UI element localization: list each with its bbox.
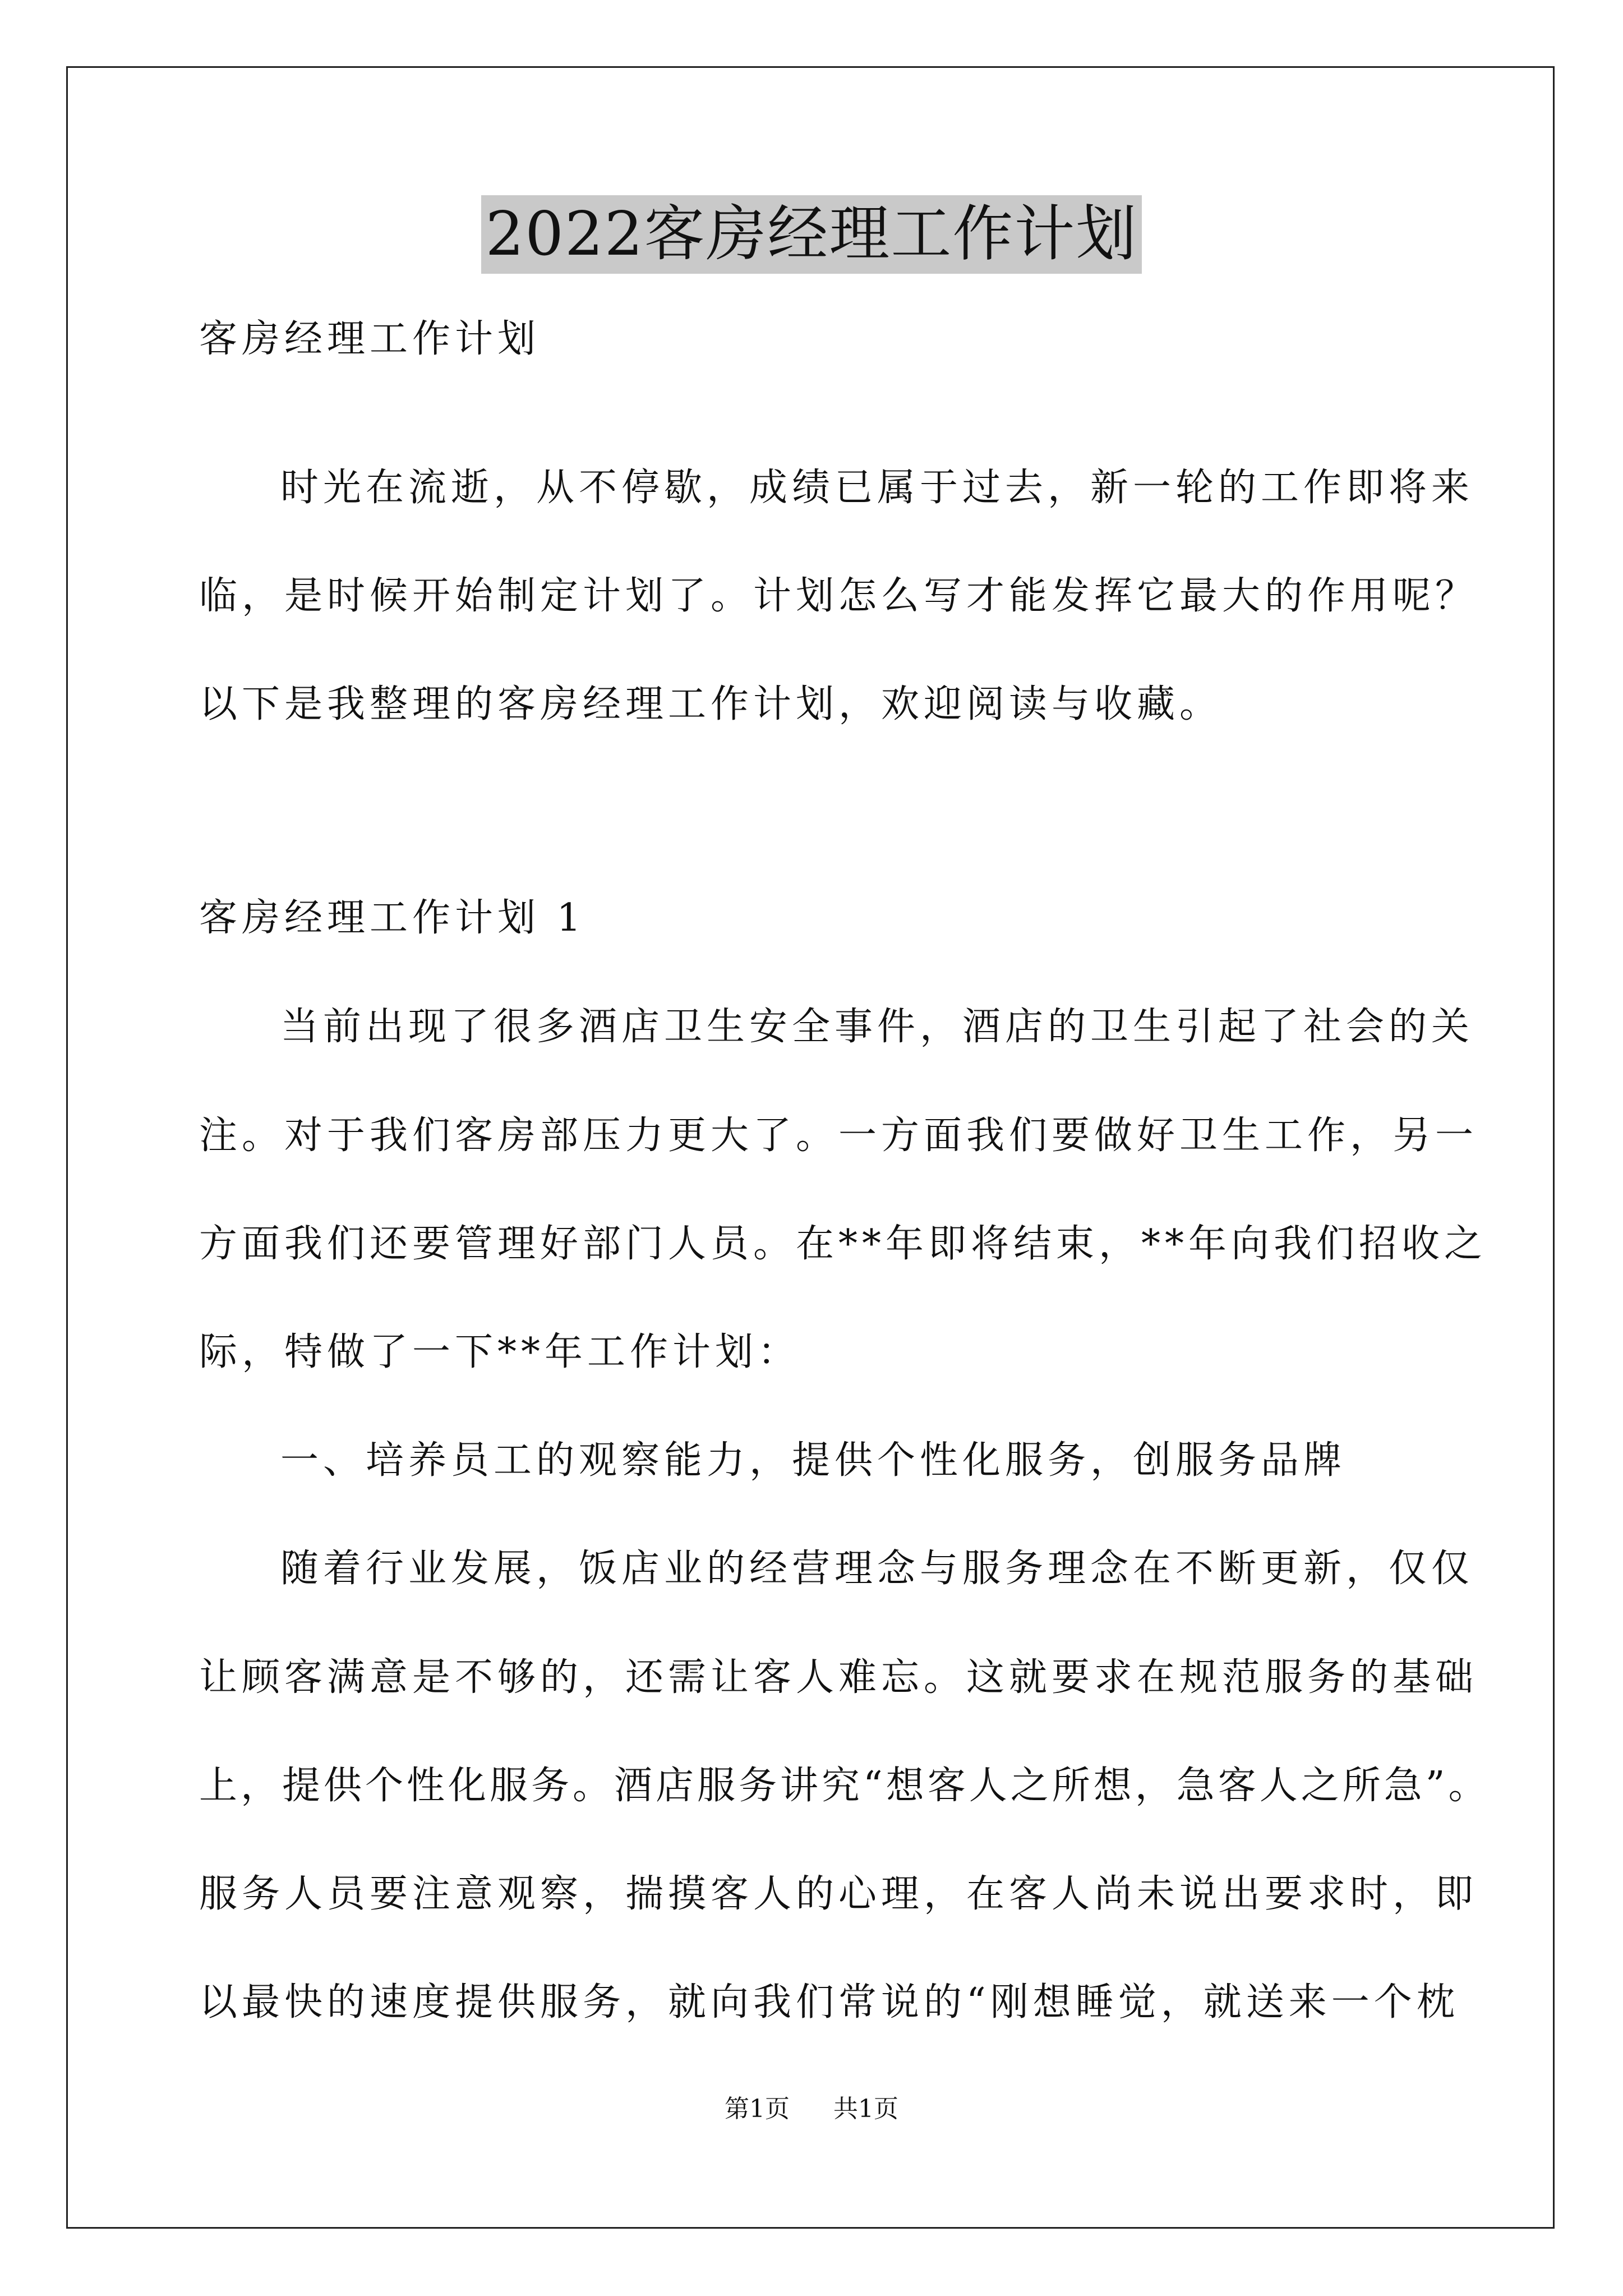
body-line: 一、培养员工的观察能力，提供个性化服务，创服务品牌 [280, 1438, 1347, 1483]
subtitle: 客房经理工作计划 [199, 317, 541, 361]
body-line: 方面我们还要管理好部门人员。在**年即将结束，**年向我们招收之 [199, 1222, 1487, 1266]
intro-line: 以下是我整理的客房经理工作计划，欢迎阅读与收藏。 [199, 682, 1223, 726]
page-footer [0, 2092, 1623, 2126]
body-line: 当前出现了很多酒店卫生安全事件，酒店的卫生引起了社会的关 [280, 1005, 1474, 1049]
body-line: 上，提供个性化服务。酒店服务讲究“想客人之所想，急客人之所急”。 [199, 1764, 1490, 1808]
body-line: 随着行业发展，饭店业的经营理念与服务理念在不断更新，仅仅 [280, 1547, 1474, 1591]
page-number-total: 共1页 [833, 2095, 898, 2123]
section-heading: 客房经理工作计划 1 [199, 896, 585, 940]
title-container [0, 195, 1623, 274]
body-line: 让顾客满意是不够的，还需让客人难忘。这就要求在规范服务的基础 [199, 1655, 1478, 1700]
body-line: 服务人员要注意观察，揣摸客人的心理，在客人尚未说出要求时，即 [199, 1872, 1478, 1916]
intro-line: 临，是时候开始制定计划了。计划怎么写才能发挥它最大的作用呢？ [199, 574, 1478, 618]
page-number-current: 第1页 [725, 2095, 790, 2123]
document-title: 2022客房经理工作计划 [481, 195, 1142, 274]
body-line: 以最快的速度提供服务，就向我们常说的“刚想睡觉，就送来一个枕 [199, 1980, 1459, 2024]
intro-line: 时光在流逝，从不停歇，成绩已属于过去，新一轮的工作即将来 [280, 466, 1474, 510]
body-line: 际，特做了一下**年工作计划： [199, 1330, 801, 1374]
body-line: 注。对于我们客房部压力更大了。一方面我们要做好卫生工作，另一 [199, 1114, 1478, 1158]
